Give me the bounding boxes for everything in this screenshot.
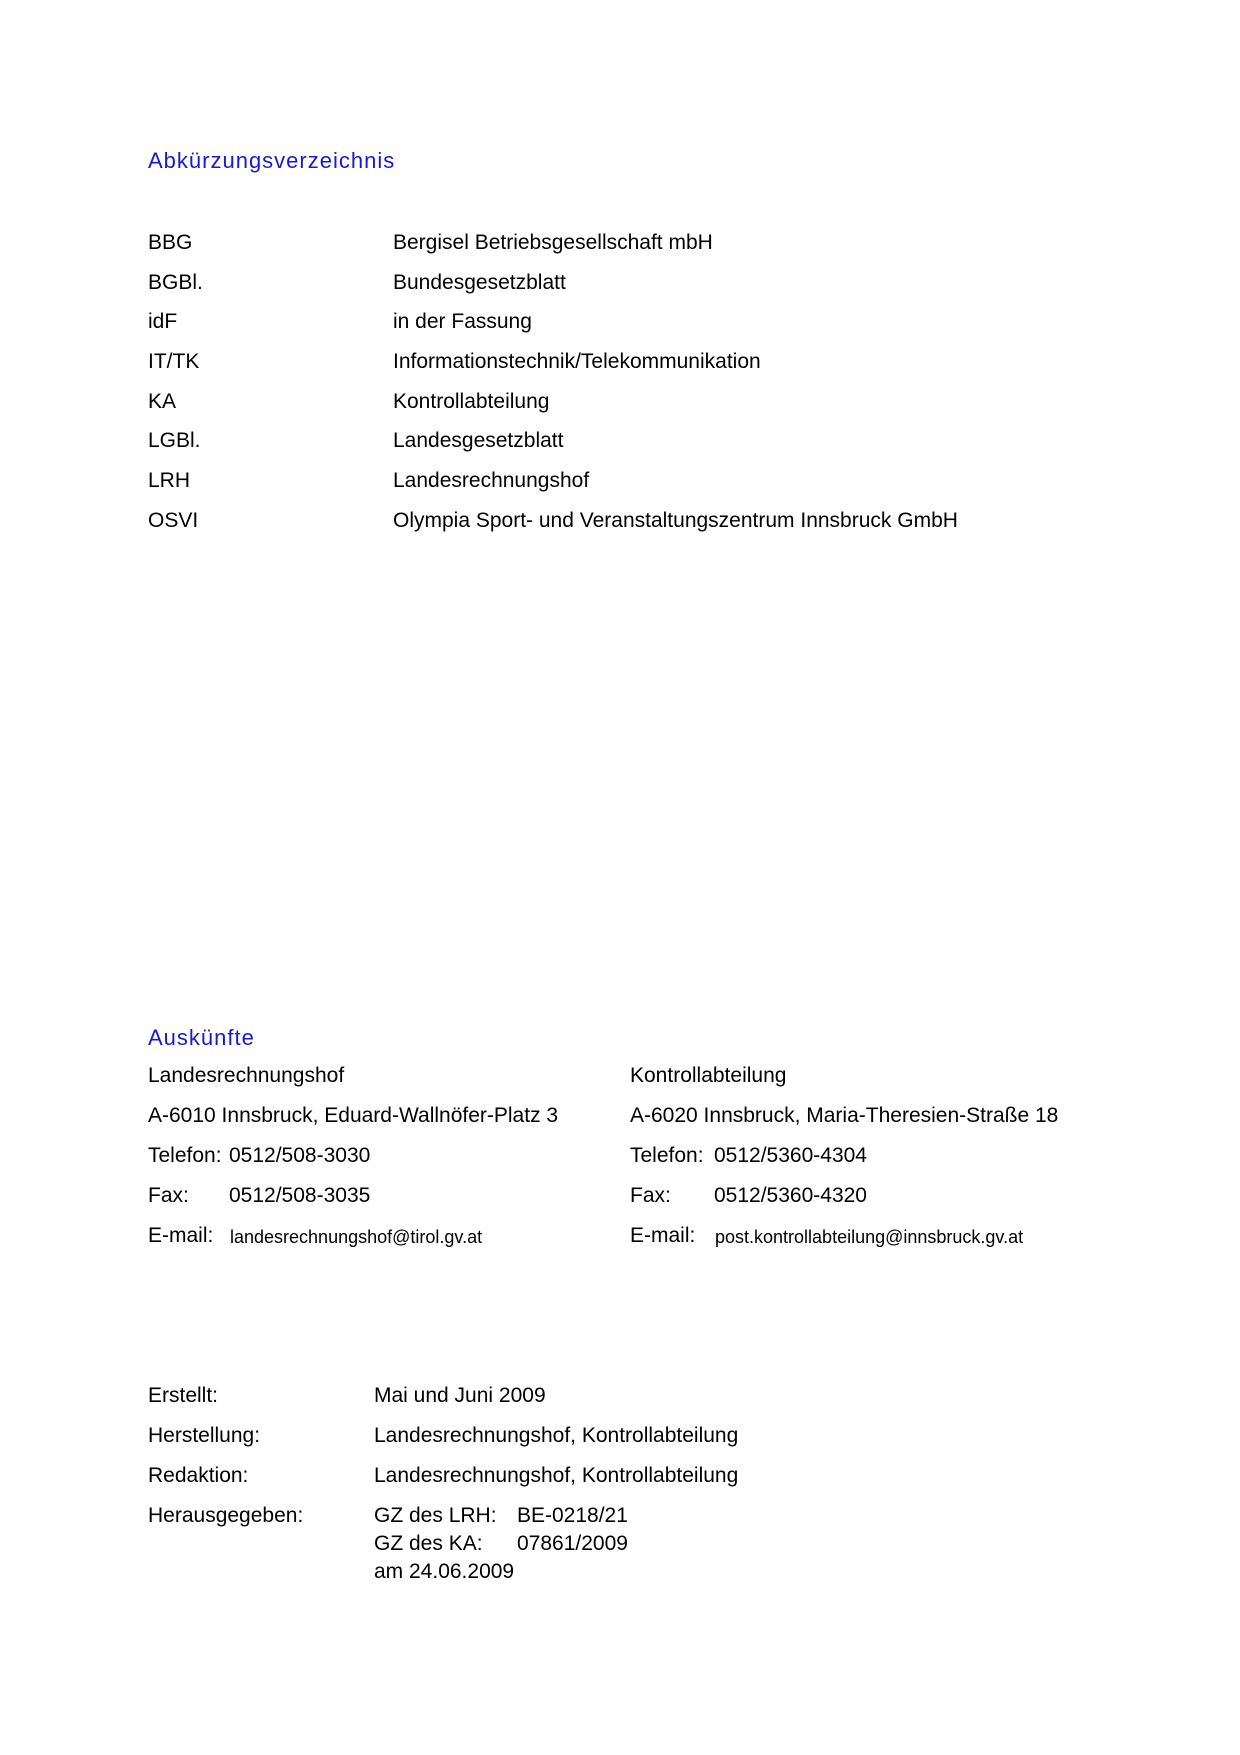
abbreviation-row (148, 269, 1048, 309)
phone-value: 0512/5360-4304 (714, 1144, 867, 1167)
contact-lrh (148, 1062, 608, 1262)
abbreviation-key: IT/TK (148, 350, 200, 374)
gz-lrh-label: GZ des LRH: (374, 1504, 497, 1527)
contact-ka (630, 1062, 1090, 1262)
abbreviation-value: Landesgesetzblatt (393, 429, 564, 453)
created-value: Mai und Juni 2009 (374, 1384, 546, 1407)
contact-address: A-6010 Innsbruck, Eduard-Wallnöfer-Platz 3 (148, 1104, 559, 1127)
abbreviation-value: Olympia Sport- und Veranstaltungszentrum Innsbruck GmbH (393, 508, 958, 532)
abbreviation-row (148, 348, 1048, 388)
abbreviation-key: BGBl. (148, 270, 203, 294)
fax-value: 0512/508-3035 (229, 1184, 371, 1207)
abbreviation-key: BBG (148, 231, 193, 254)
gz-lrh-value: BE-0218/21 (517, 1504, 628, 1527)
gz-ka-label: GZ des KA: (374, 1532, 483, 1555)
abbreviation-value: Informationstechnik/Telekommunikation (393, 350, 761, 374)
contacts-title: Auskünfte (148, 1025, 255, 1050)
abbreviation-value: Landesrechnungshof (393, 469, 590, 493)
email-link[interactable]: landesrechnungshof@tirol.gv.at (230, 1227, 483, 1247)
production-label: Herstellung: (148, 1424, 261, 1447)
abbreviation-list (148, 229, 1048, 547)
publication-info (148, 1382, 1048, 1583)
email-label: E-mail: (630, 1224, 696, 1247)
contact-name: Kontrollabteilung (630, 1064, 787, 1087)
editorial-value: Landesrechnungshof, Kontrollabteilung (374, 1464, 739, 1487)
published-date: am 24.06.2009 (374, 1560, 515, 1583)
abbreviation-value: Bergisel Betriebsgesellschaft mbH (393, 231, 713, 254)
abbreviation-row (148, 427, 1048, 467)
abbreviation-key: KA (148, 389, 177, 413)
phone-label: Telefon: (148, 1144, 222, 1167)
abbreviation-key: OSVI (148, 508, 199, 532)
abbreviations-title: Abkürzungsverzeichnis (148, 148, 396, 173)
email-label: E-mail: (148, 1224, 214, 1247)
email-link[interactable]: post.kontrollabteilung@innsbruck.gv.at (715, 1227, 1024, 1247)
abbreviation-row (148, 308, 1048, 348)
abbreviation-value: in der Fassung (393, 310, 532, 334)
published-label: Herausgegeben: (148, 1504, 304, 1527)
fax-label: Fax: (630, 1184, 671, 1207)
phone-value: 0512/508-3030 (229, 1144, 371, 1167)
gz-ka-value: 07861/2009 (517, 1532, 628, 1555)
contact-address: A-6020 Innsbruck, Maria-Theresien-Straße 18 (630, 1104, 1059, 1127)
contact-name: Landesrechnungshof (148, 1064, 345, 1087)
abbreviation-row (148, 388, 1048, 428)
production-value: Landesrechnungshof, Kontrollabteilung (374, 1424, 739, 1447)
editorial-label: Redaktion: (148, 1464, 249, 1487)
abbreviation-value: Kontrollabteilung (393, 389, 550, 413)
abbreviation-key: LGBl. (148, 429, 201, 453)
abbreviation-row (148, 507, 1048, 547)
abbreviation-key: idF (148, 310, 178, 334)
fax-value: 0512/5360-4320 (714, 1184, 867, 1207)
fax-label: Fax: (148, 1184, 189, 1207)
abbreviation-row (148, 467, 1048, 507)
abbreviation-row (148, 229, 1048, 269)
abbreviation-value: Bundesgesetzblatt (393, 270, 566, 294)
created-label: Erstellt: (148, 1384, 219, 1407)
phone-label: Telefon: (630, 1144, 704, 1167)
abbreviation-key: LRH (148, 469, 191, 493)
